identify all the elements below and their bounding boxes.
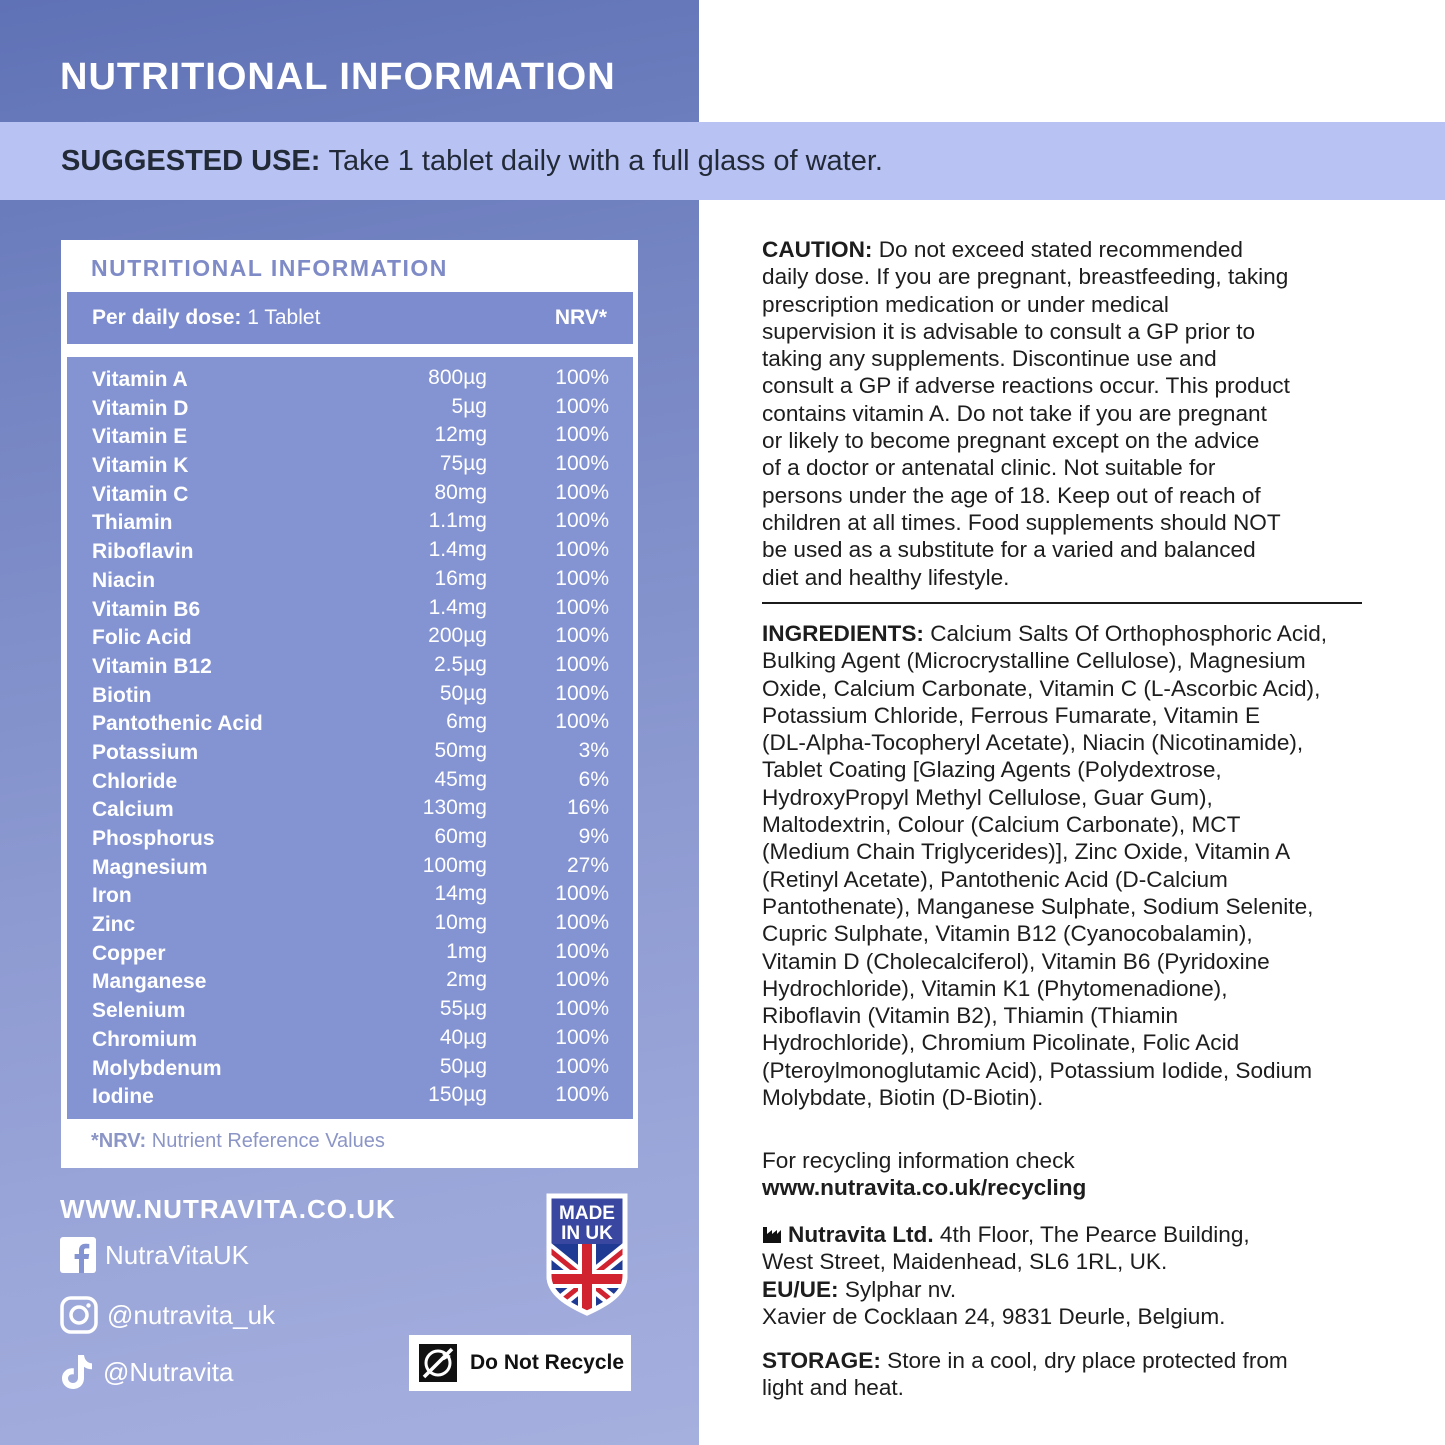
nutrient-amount: 55µg: [439, 997, 487, 1021]
caution-section: [762, 236, 1382, 591]
nutrition-box: [61, 240, 638, 1168]
eu-line: [762, 1276, 1382, 1303]
nutrient-name: Thiamin: [92, 511, 173, 535]
nutrient-nrv: 100%: [555, 452, 609, 476]
nutrient-name: Riboflavin: [92, 540, 194, 564]
nutrient-name: Potassium: [92, 740, 199, 764]
nutrient-amount: 6mg: [446, 710, 487, 734]
nutrient-nrv: 100%: [555, 624, 609, 648]
nutrient-amount: 80mg: [434, 480, 487, 504]
do-not-recycle-label: Do Not Recycle: [470, 1351, 625, 1374]
nutrient-nrv: 100%: [555, 681, 609, 705]
recycling-url[interactable]: [762, 1174, 1382, 1201]
nutrient-nrv: 100%: [555, 394, 609, 418]
section-divider: [762, 602, 1362, 604]
eu-address: Xavier de Cocklaan 24, 9831 Deurle, Belgium.: [762, 1303, 1226, 1329]
nutrient-nrv: 100%: [555, 595, 609, 619]
caution-line: children at all times. Food supplements should NOT: [762, 509, 1281, 535]
ingredients-label: INGREDIENTS:: [762, 621, 924, 646]
nutrient-row: [67, 596, 633, 625]
nutrient-amount: 40µg: [439, 1025, 487, 1049]
made-label: MADE: [559, 1203, 615, 1224]
nutrient-name: Magnesium: [92, 855, 208, 879]
nutrient-amount: 150µg: [428, 1083, 487, 1107]
do-not-recycle-badge: [409, 1335, 631, 1391]
nutrient-amount: 75µg: [439, 452, 487, 476]
caution-line: [762, 236, 1382, 263]
caution-line: or likely to become pregnant except on the advice: [762, 428, 1260, 454]
nutrient-row: [67, 739, 633, 768]
nutrient-name: Chloride: [92, 769, 178, 793]
nutrient-row: [67, 854, 633, 883]
ingredients-line: Pantothenate), Manganese Sulphate, Sodium Selenite,: [762, 893, 1314, 919]
suggested-use-band: [0, 122, 1445, 200]
do-not-recycle-icon: [419, 1344, 457, 1382]
ingredients-line: Hydrochloride), Chromium Picolinate, Folic Acid: [762, 1030, 1240, 1056]
nutrient-nrv: 3%: [578, 738, 609, 762]
nutrient-nrv: 100%: [555, 1083, 609, 1107]
company-section: [762, 1221, 1382, 1330]
nutrient-amount: 2.5µg: [434, 652, 487, 676]
instagram-link[interactable]: [60, 1296, 275, 1334]
nutrient-row: [67, 395, 633, 424]
nutrient-nrv: 100%: [555, 710, 609, 734]
nutrient-row: [67, 1055, 633, 1084]
nutrient-row: [67, 710, 633, 739]
recycling-url-text[interactable]: www.nutravita.co.uk/recycling: [762, 1175, 1087, 1201]
tiktok-icon: [60, 1353, 94, 1391]
facebook-link[interactable]: [60, 1237, 249, 1273]
nutrient-amount: 60mg: [434, 825, 487, 848]
nutrient-name: Folic Acid: [92, 626, 192, 650]
union-jack-shield-icon: [542, 1192, 632, 1317]
nutrient-name: Zinc: [92, 913, 136, 937]
dose-label: Per daily dose:: [92, 306, 242, 329]
dose-info: [92, 306, 320, 330]
caution-line: prescription medication or under medical: [762, 291, 1169, 317]
caution-line: taking any supplements. Discontinue use and: [762, 346, 1217, 372]
nutrient-name: Iron: [92, 884, 132, 908]
nutrient-name: Vitamin A: [92, 368, 188, 391]
nutrient-nrv: 27%: [566, 853, 609, 877]
nutrient-nrv: 100%: [555, 509, 609, 533]
ingredients-text: Calcium Salts Of Orthophosphoric Acid,: [930, 621, 1328, 646]
nutrient-row: [67, 768, 633, 797]
storage-line-2: light and heat.: [762, 1375, 904, 1401]
nutrient-row: [67, 1026, 633, 1055]
nutrient-name: Vitamin K: [92, 454, 189, 478]
nutrient-name: Copper: [92, 941, 166, 965]
ingredients-line: Riboflavin (Vitamin B2), Thiamin (Thiamin: [762, 1003, 1179, 1029]
dose-header: [67, 292, 633, 344]
ingredients-line: Oxide, Calcium Carbonate, Vitamin C (L-Ascorbic Acid),: [762, 675, 1321, 701]
ingredients-line: Maltodextrin, Colour (Calcium Carbonate), MCT: [762, 812, 1241, 838]
nutrient-name: Chromium: [92, 1027, 197, 1051]
facebook-icon: [60, 1237, 96, 1273]
nutrient-amount: 5µg: [451, 394, 487, 418]
nrv-footnote-text: Nutrient Reference Values: [151, 1130, 385, 1152]
factory-icon: [762, 1224, 782, 1244]
nutrient-row: [67, 940, 633, 969]
company-address-1: 4th Floor, The Pearce Building,: [939, 1222, 1250, 1247]
nutrient-name: Vitamin D: [92, 396, 189, 420]
storage-line: [762, 1347, 1382, 1374]
company-name: Nutravita Ltd.: [788, 1222, 934, 1247]
nutrient-amount: 2mg: [446, 968, 487, 992]
nutrient-amount: 1.1mg: [428, 509, 487, 533]
instagram-handle: @nutravita_uk: [107, 1299, 276, 1330]
nutrient-nrv: 100%: [555, 1054, 609, 1078]
nutrient-name: Pantothenic Acid: [92, 712, 263, 736]
nutrient-amount: 14mg: [434, 882, 487, 906]
nutrient-amount: 1.4mg: [428, 595, 487, 619]
company-line: [762, 1221, 1382, 1248]
nutrient-name: Vitamin B6: [92, 597, 201, 621]
ingredients-line: (Retinyl Acetate), Pantothenic Acid (D-Calcium: [762, 866, 1228, 892]
nutrient-nrv: 100%: [555, 882, 609, 906]
nutrient-row: [67, 653, 633, 682]
nutrient-name: Vitamin E: [92, 425, 188, 449]
nutrient-nrv: 100%: [555, 566, 609, 590]
nutrient-nrv: 100%: [555, 652, 609, 676]
nutrient-row: [67, 682, 633, 711]
instagram-icon: [60, 1296, 98, 1334]
nutrient-amount: 50µg: [439, 1054, 487, 1078]
nutrient-amount: 1mg: [446, 939, 487, 963]
ingredients-line: (DL-Alpha-Tocopheryl Acetate), Niacin (Nicotinamide),: [762, 730, 1304, 756]
facebook-handle: NutraVitaUK: [105, 1239, 250, 1270]
nutrient-amount: 16mg: [434, 566, 487, 590]
nutrient-name: Phosphorus: [92, 827, 215, 850]
ingredients-line: Potassium Chloride, Ferrous Fumarate, Vitamin E: [762, 702, 1261, 728]
ingredients-line: Vitamin D (Cholecalciferol), Vitamin B6 (Pyridoxine: [762, 948, 1270, 974]
nutrition-box-title: NUTRITIONAL INFORMATION: [91, 255, 448, 281]
nutrient-name: Calcium: [92, 798, 174, 822]
nutrient-row: [67, 423, 633, 452]
nutrient-nrv: 100%: [555, 968, 609, 992]
nutrient-nrv: 100%: [555, 911, 609, 935]
nutrient-amount: 130mg: [422, 796, 487, 820]
nutrient-name: Vitamin B12: [92, 654, 212, 678]
nutrient-nrv: 100%: [555, 423, 609, 447]
page-title: NUTRITIONAL INFORMATION: [60, 56, 616, 98]
nutrient-amount: 10mg: [434, 911, 487, 935]
ingredients-line: Hydrochloride), Vitamin K1 (Phytomenadione),: [762, 975, 1228, 1001]
recycling-text: For recycling information check: [762, 1148, 1075, 1173]
ingredients-line: [762, 620, 1382, 647]
ingredients-line: Tablet Coating [Glazing Agents (Polydextrose,: [762, 757, 1222, 783]
nutrient-row: [67, 366, 633, 395]
caution-line: daily dose. If you are pregnant, breastfeeding, taking: [762, 264, 1289, 290]
caution-text: Do not exceed stated recommended: [878, 237, 1243, 262]
nutrient-row: [67, 968, 633, 997]
nutrient-amount: 45mg: [434, 767, 487, 791]
in-uk-label: IN UK: [561, 1223, 613, 1244]
nutrient-nrv: 100%: [555, 538, 609, 562]
caution-label: CAUTION:: [762, 237, 873, 262]
ingredients-line: Bulking Agent (Microcrystalline Cellulose), Magnesium: [762, 648, 1306, 674]
nutrient-name: Manganese: [92, 970, 207, 994]
nutrient-amount: 1.4mg: [428, 538, 487, 562]
nutrient-row: [67, 825, 633, 854]
ingredients-line: (Pteroylmonoglutamic Acid), Potassium Iodide, Sodium: [762, 1057, 1313, 1083]
ingredients-line: HydroxyPropyl Methyl Cellulose, Guar Gum),: [762, 784, 1213, 810]
nutrient-name: Vitamin C: [92, 482, 189, 506]
nrv-footnote: [91, 1130, 385, 1153]
suggested-use-label: SUGGESTED USE:: [61, 144, 321, 177]
nutrient-row: [67, 911, 633, 940]
nutrient-nrv: 100%: [555, 480, 609, 504]
nutrient-row: [67, 538, 633, 567]
nutrient-amount: 100mg: [422, 853, 487, 877]
eu-name: Sylphar nv.: [844, 1276, 957, 1302]
nutrient-amount: 50mg: [434, 738, 487, 762]
caution-line: diet and healthy lifestyle.: [762, 564, 1010, 590]
made-in-uk-badge: [542, 1192, 632, 1317]
nutrient-row: [67, 997, 633, 1026]
nutrient-nrv: 16%: [566, 796, 609, 820]
nutrient-row: [67, 452, 633, 481]
tiktok-link[interactable]: [60, 1353, 233, 1391]
ingredients-line: (Medium Chain Triglycerides)], Zinc Oxide, Vitamin A: [762, 839, 1291, 865]
caution-line: supervision it is advisable to consult a GP prior to: [762, 318, 1256, 344]
nutrient-row: [67, 481, 633, 510]
nutrient-row: [67, 567, 633, 596]
nutrient-amount: 50µg: [439, 681, 487, 705]
eu-label: EU/UE:: [762, 1276, 839, 1302]
storage-label: STORAGE:: [762, 1348, 881, 1373]
suggested-use-text: Take 1 tablet daily with a full glass of water.: [328, 144, 883, 177]
caution-line: consult a GP if adverse reactions occur. This product: [762, 373, 1290, 399]
caution-line: of a doctor or antenatal clinic. Not suitable for: [762, 455, 1216, 481]
nrv-footnote-label: *NRV:: [91, 1130, 147, 1152]
nutrient-amount: 200µg: [428, 624, 487, 648]
dose-value: 1 Tablet: [247, 306, 321, 329]
ingredients-line: Molybdate, Biotin (D-Biotin).: [762, 1085, 1044, 1111]
nutrient-nrv: 100%: [555, 939, 609, 963]
nutrient-row: [67, 882, 633, 911]
tiktok-handle: @Nutravita: [103, 1356, 234, 1387]
storage-text: Store in a cool, dry place protected from: [887, 1348, 1288, 1373]
nutrient-row: [67, 509, 633, 538]
nutrient-nrv: 100%: [555, 997, 609, 1021]
nutrient-name: Niacin: [92, 568, 156, 592]
nutrient-nrv: 9%: [578, 825, 609, 848]
caution-line: be used as a substitute for a varied and balanced: [762, 537, 1256, 563]
nutrient-row: [67, 624, 633, 653]
nutrient-nrv: 6%: [578, 767, 609, 791]
nutrient-amount: 800µg: [428, 366, 487, 389]
ingredients-section: [762, 620, 1382, 1111]
nutrient-row: [67, 1083, 633, 1112]
recycling-section: [762, 1147, 1382, 1202]
caution-line: persons under the age of 18. Keep out of reach of: [762, 482, 1261, 508]
nutrient-name: Selenium: [92, 999, 186, 1023]
ingredients-line: Cupric Sulphate, Vitamin B12 (Cyanocobalamin),: [762, 921, 1253, 947]
company-address-2: West Street, Maidenhead, SL6 1RL, UK.: [762, 1249, 1168, 1275]
nutrient-amount: 12mg: [434, 423, 487, 447]
nutrition-table: [67, 357, 633, 1119]
nutrient-nrv: 100%: [555, 1025, 609, 1049]
storage-section: [762, 1347, 1382, 1402]
nutrient-name: Molybdenum: [92, 1056, 222, 1080]
nutrient-row: [67, 796, 633, 825]
nutrient-name: Iodine: [92, 1085, 154, 1109]
nutrient-nrv: 100%: [555, 366, 609, 389]
caution-line: contains vitamin A. Do not take if you are pregnant: [762, 400, 1267, 426]
nrv-header: NRV*: [554, 306, 607, 329]
website-link[interactable]: WWW.NUTRAVITA.CO.UK: [60, 1194, 396, 1224]
nutrient-name: Biotin: [92, 683, 152, 707]
